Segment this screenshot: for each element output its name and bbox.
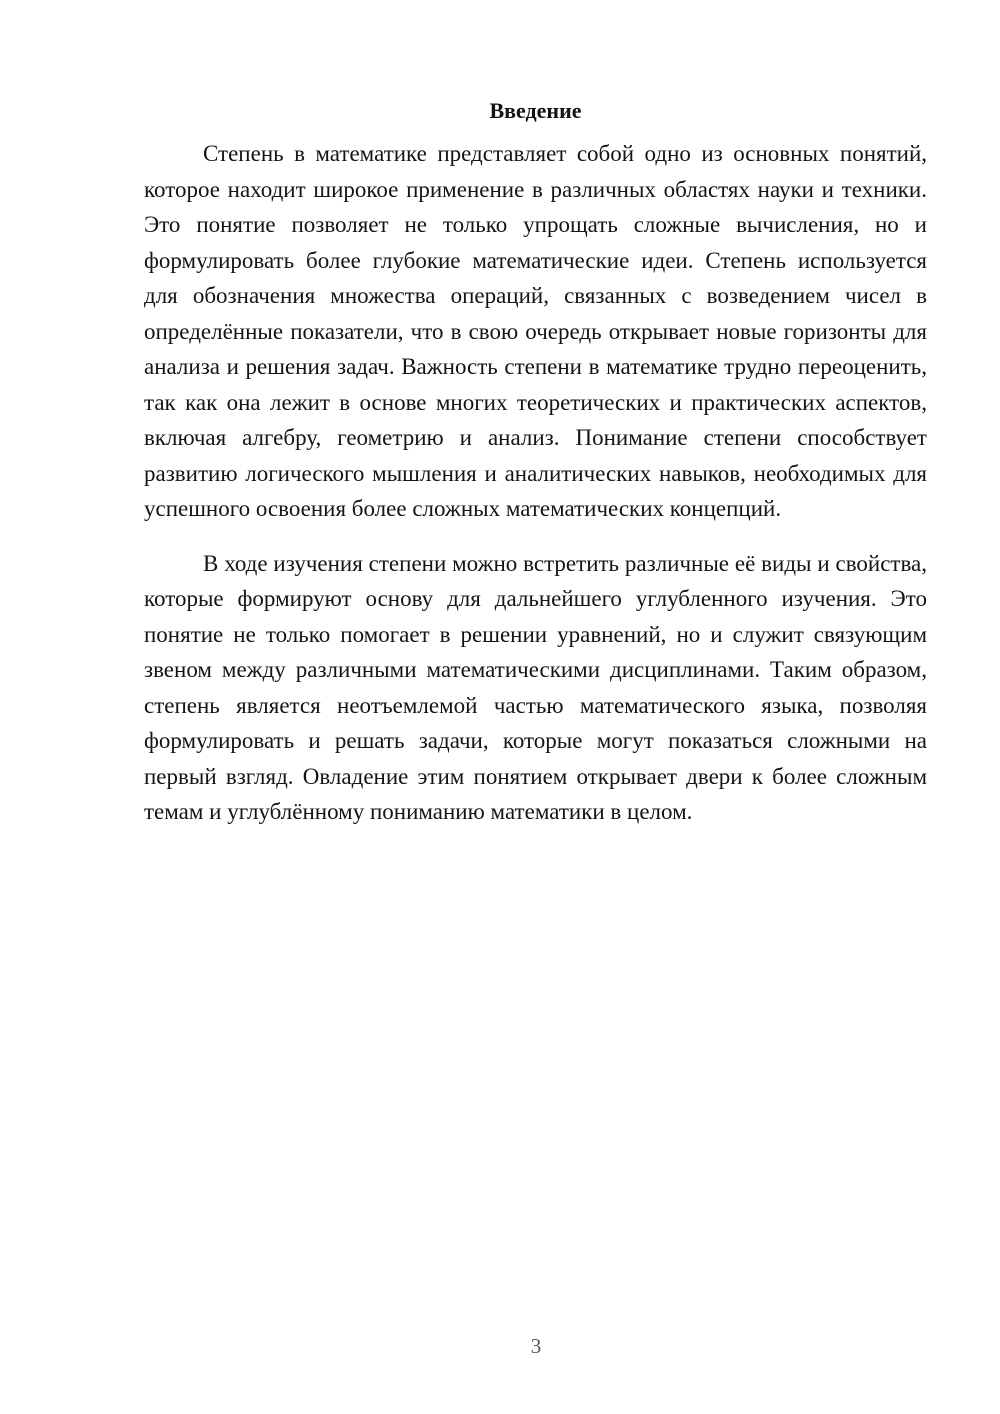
paragraph-1: Степень в математике представляет собой одно из основных понятий, которое находит широкое применение в различных областях науки и техники. Это понятие позволяет не только упрощать сложные вычисления, но и формулировать более глубокие математические идеи. Степень используется для обозначения множества операций, связанных с возведением чисел в определённые показатели, что в свою очередь открывает новые горизонты для анализа и решения задач. Важность степени в математике трудно переоценить, так как она лежит в основе многих теоретических и практических аспектов, включая алгебру, геометрию и анализ. Понимание степени способствует развитию логического мышления и аналитических навыков, необходимых для успешного освоения более сложных математических концепций. (144, 141, 927, 521)
paragraph-2: В ходе изучения степени можно встретить различные её виды и свойства, которые формируют основу для дальнейшего углубленного изучения. Это понятие не только помогает в решении уравнений, но и служит связующим звеном между различными математическими дисциплинами. Таким образом, степень является неотъемлемой частью математического языка, позволяя формулировать и решать задачи, которые могут показаться сложными на первый взгляд. Овладение этим понятием открывает двери к более сложным темам и углублённому пониманию математики в целом. (144, 550, 927, 824)
page-number: 3 (530, 1334, 542, 1358)
page-content (144, 96, 927, 830)
section-title: Введение (489, 98, 582, 123)
